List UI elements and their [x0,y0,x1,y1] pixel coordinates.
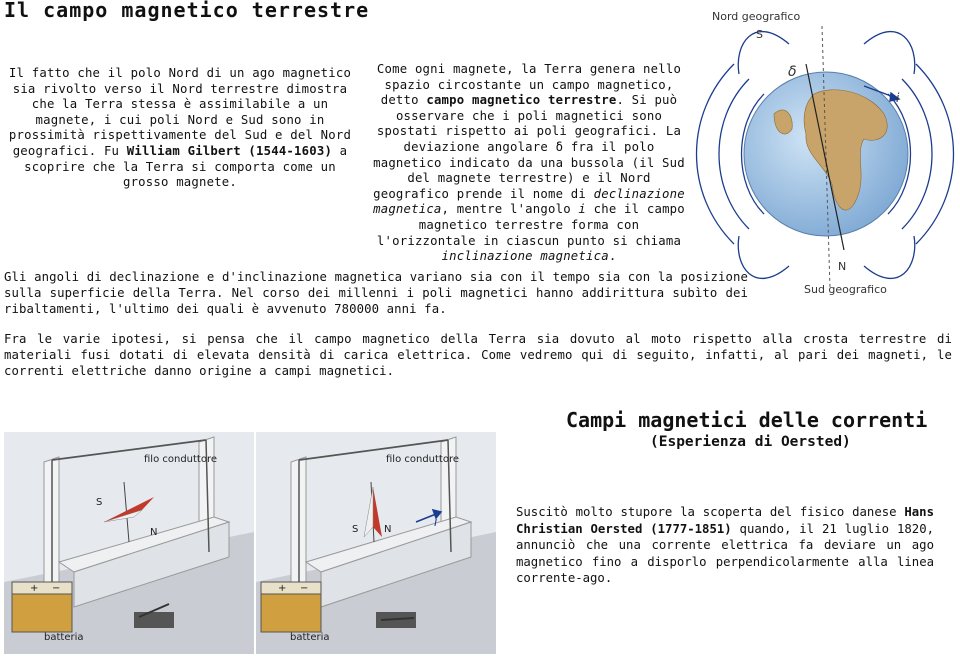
wire-label-2: filo conduttore [386,454,460,465]
i-symbol: i [578,202,587,217]
term-campo-magnetico-terrestre: campo magnetico terrestre [426,93,617,108]
intro-right-text [368,62,690,265]
intro-left-part1: Il fatto che il polo Nord di un ago magnetico sia rivolto verso il Nord terrestre dimostra che la Terra stessa è assimilabile a un magnete, i cui poli Nord e Sud sono in prossimità rispettivamente del Sud e del Nord geografici. [8,66,352,158]
battery-label-1: batteria [44,632,84,643]
page-title: Il campo magnetico terrestre [4,0,370,22]
needle-n-label-2: N [384,524,392,535]
current-i-label: i [434,515,438,529]
minus-label-1: − [52,583,61,594]
oersted-figure-no-current [4,432,254,654]
plus-label-2: + [278,583,287,594]
intro-left-text [4,66,356,191]
switch-1 [134,612,174,628]
oersted-text2: quando, il 21 luglio 1820, annunciò che una corrente elettrica fa deviare un ago magnetico fino a disporlo perpendicolarmente alla linea corrente-ago. [516,521,934,585]
needle-n-label-1: N [150,527,158,538]
paragraph-origin: Fra le varie ipotesi, si pensa che il campo magnetico della Terra sia dovuto al moto rispetto alla crosta terrestre di materiali fusi dotati di elevata densità di carica elettrica. Come vedremo qui di seguito, infatti, al pari dei magneti, le correnti elettriche danno origine a campi magnetici. [4,332,952,378]
needle-s-label-1: S [96,497,103,508]
minus-label-2: − [300,583,309,594]
globe-delta-label: δ [788,64,797,80]
intro-left-part3: a scoprire che la Terra si comporta come un grosso magnete. [24,143,348,190]
north-geographic-label: Nord geografico [712,10,801,23]
oersted-title: Campi magnetici delle correnti [566,408,928,432]
globe-i-label: i [896,91,900,105]
term-declinazione: declinazione magnetica [373,186,685,217]
intro-right-part3: fra il polo magnetico indicato da una bussola (il Sud del magnete terrestre) e il Nord geografico prende il nome di [373,139,685,201]
oersted-text [516,504,934,587]
wire-label-1: filo conduttore [144,454,218,465]
oersted-figure-with-current [256,432,496,654]
earth-magnetic-field-figure [694,4,960,304]
intro-right-part2: . Si può osservare che i poli magnetici sono spostati rispetto ai poli geografici. La deviazione angolare [376,93,682,154]
intro-right-part6: . [608,249,617,264]
globe-n-label: N [838,260,847,273]
needle-s-label-2: S [352,524,359,535]
gilbert-name: William Gilbert (1544-1603) [126,143,333,158]
paragraph-angles: Gli angoli di declinazione e d'inclinazione magnetica variano sia con il tempo sia con la posizione sulla superficie della Terra. Nel corso dei millenni i poli magnetici hanno addirittura subìto dei ribaltamenti, l'ultimo dei quali è avvenuto 780000 anni fa. [4,270,748,316]
intro-right-part5: che il campo magnetico terrestre forma con l'orizzontale in ciascun punto si chiama [376,202,685,248]
term-inclinazione: inclinazione magnetica [441,249,609,264]
intro-left-part2: Fu [103,143,127,158]
intro-right-part4: , mentre l'angolo [441,202,579,217]
globe-s-label: S [756,28,763,41]
plus-label-1: + [30,583,39,594]
south-geographic-label: Sud geografico [804,283,887,296]
battery-label-2: batteria [290,632,330,643]
oersted-text1: Suscitò molto stupore la scoperta del fisico danese [516,505,905,519]
delta-symbol: δ [555,139,564,154]
oersted-name: Hans Christian Oersted (1777-1851) [516,505,934,536]
oersted-subtitle: (Esperienza di Oersted) [650,434,851,450]
intro-right-part1: Come ogni magnete, la Terra genera nello spazio circostante un campo magnetico, detto [376,62,682,108]
